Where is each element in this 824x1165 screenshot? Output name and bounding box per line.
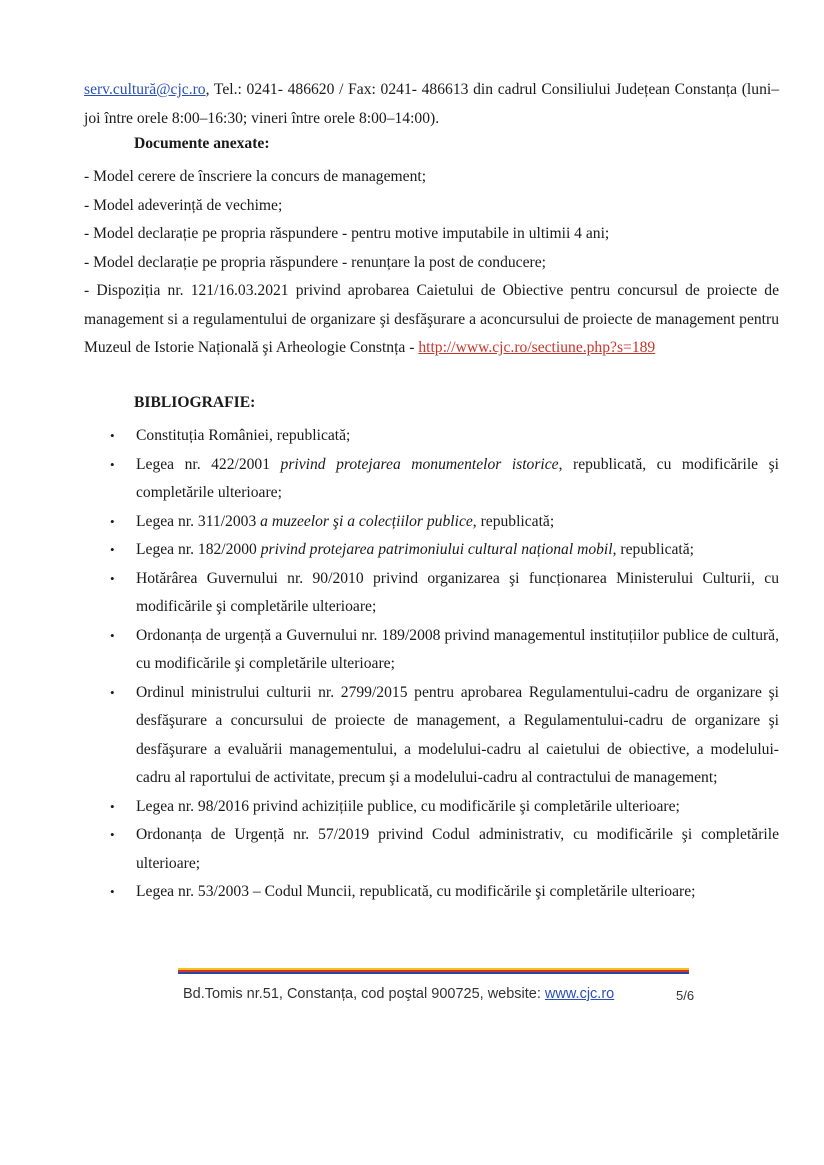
bibliography-item: • Ordonanța de Urgență nr. 57/2019 privind Codul administrativ, cu modificările şi completările ulterioare; [84, 821, 779, 878]
document-item: - Model declarație pe propria răspundere - renunțare la post de conducere; [84, 253, 546, 271]
sectiune-link[interactable]: http://www.cjc.ro/sectiune.php?s=189 [418, 339, 656, 356]
footer-stripe-blue [178, 972, 689, 974]
document-item-dispozitie [84, 277, 779, 363]
footer-address: Bd.Tomis nr.51, Constanța, cod poştal 900725, website: www.cjc.ro [183, 986, 615, 1002]
bullet-icon: • [110, 513, 115, 529]
bullet-icon: • [110, 684, 115, 700]
documents-list [84, 163, 779, 363]
contact-text: , Tel.: 0241- 486620 / Fax: 0241- 486613 din cadrul Consiliului Județean Constanța (luni–joi între orele 8:00–16:30; vineri între orele 8:00–14:00). [84, 81, 779, 127]
bibliography-list [84, 422, 779, 907]
bibliography-item: • Ordonanța de urgență a Guvernului nr. 189/2008 privind managementul instituțiilor publice de cultură, cu modificările şi completările ulterioare; [84, 622, 779, 679]
document-item: - Model adeverință de vechime; [84, 196, 283, 214]
website-link[interactable]: www.cjc.ro [544, 986, 615, 1002]
bullet-icon: • [110, 798, 115, 814]
bibliography-item: • Legea nr. 98/2016 privind achizițiile publice, cu modificările şi completările ulterioare; [84, 793, 779, 822]
page-number: 5/6 [676, 988, 695, 1003]
bullet-icon: • [110, 827, 115, 842]
bullet-icon: • [110, 542, 115, 557]
bullet-icon: • [110, 428, 115, 443]
bibliography-item: • Ordinul ministrului culturii nr. 2799/2015 pentru aprobarea Regulamentului-cadru de organizare şi desfăşurare a concursului de proiecte de management, a Regulamentului-cadru de organizare şi desfăşurare a evaluării managementului, a modelului-cadru al caietului de obiective, a modelului-cadru al raportului de activitate, precum şi a modelului-cadru al contractului de management; [84, 679, 779, 793]
bibliography-heading: BIBLIOGRAFIE: [134, 394, 256, 411]
bullet-icon: • [110, 570, 115, 586]
email-link[interactable]: serv.cultură@cjc.ro [84, 81, 206, 98]
bibliography-item: • Hotărârea Guvernului nr. 90/2010 privind organizarea şi funcționarea Ministerului Culturii, cu modificările şi completările ulterioare; [84, 565, 779, 622]
bibliography-item: • Legea nr. 53/2003 – Codul Muncii, republicată, cu modificările şi completările ulterioare; [84, 878, 779, 907]
documents-heading: Documente anexate: [134, 135, 270, 152]
dispozitie-text: - Dispoziția nr. 121/16.03.2021 privind aprobarea Caietului de Obiective pentru concursul de proiecte de management si a regulamentului de organizare şi desfăşurare a aconcursului de proiecte de management pentru Muzeul de Istorie Națională şi Arheologie Constnța - [84, 282, 779, 356]
footer-divider [178, 968, 689, 978]
bibliography-item: • Constituția României, republicată; [84, 422, 779, 451]
contact-paragraph [84, 76, 779, 133]
bullet-icon: • [110, 456, 115, 472]
bibliography-item: • Legea nr. 182/2000 privind protejarea patrimoniului cultural național mobil, republicată; [84, 536, 779, 565]
document-item: - Model declarație pe propria răspundere - pentru motive imputabile in ultimii 4 ani; [84, 225, 610, 242]
document-item: - Model cerere de înscriere la concurs de management; [84, 168, 427, 185]
bullet-icon: • [110, 884, 115, 899]
bibliography-item: • Legea nr. 311/2003 a muzeelor şi a colecțiilor publice, republicată; [84, 508, 779, 537]
bibliography-item: • Legea nr. 422/2001 privind protejarea monumentelor istorice, republicată, cu modificările şi completările ulterioare; [84, 451, 779, 508]
bullet-icon: • [110, 627, 115, 643]
